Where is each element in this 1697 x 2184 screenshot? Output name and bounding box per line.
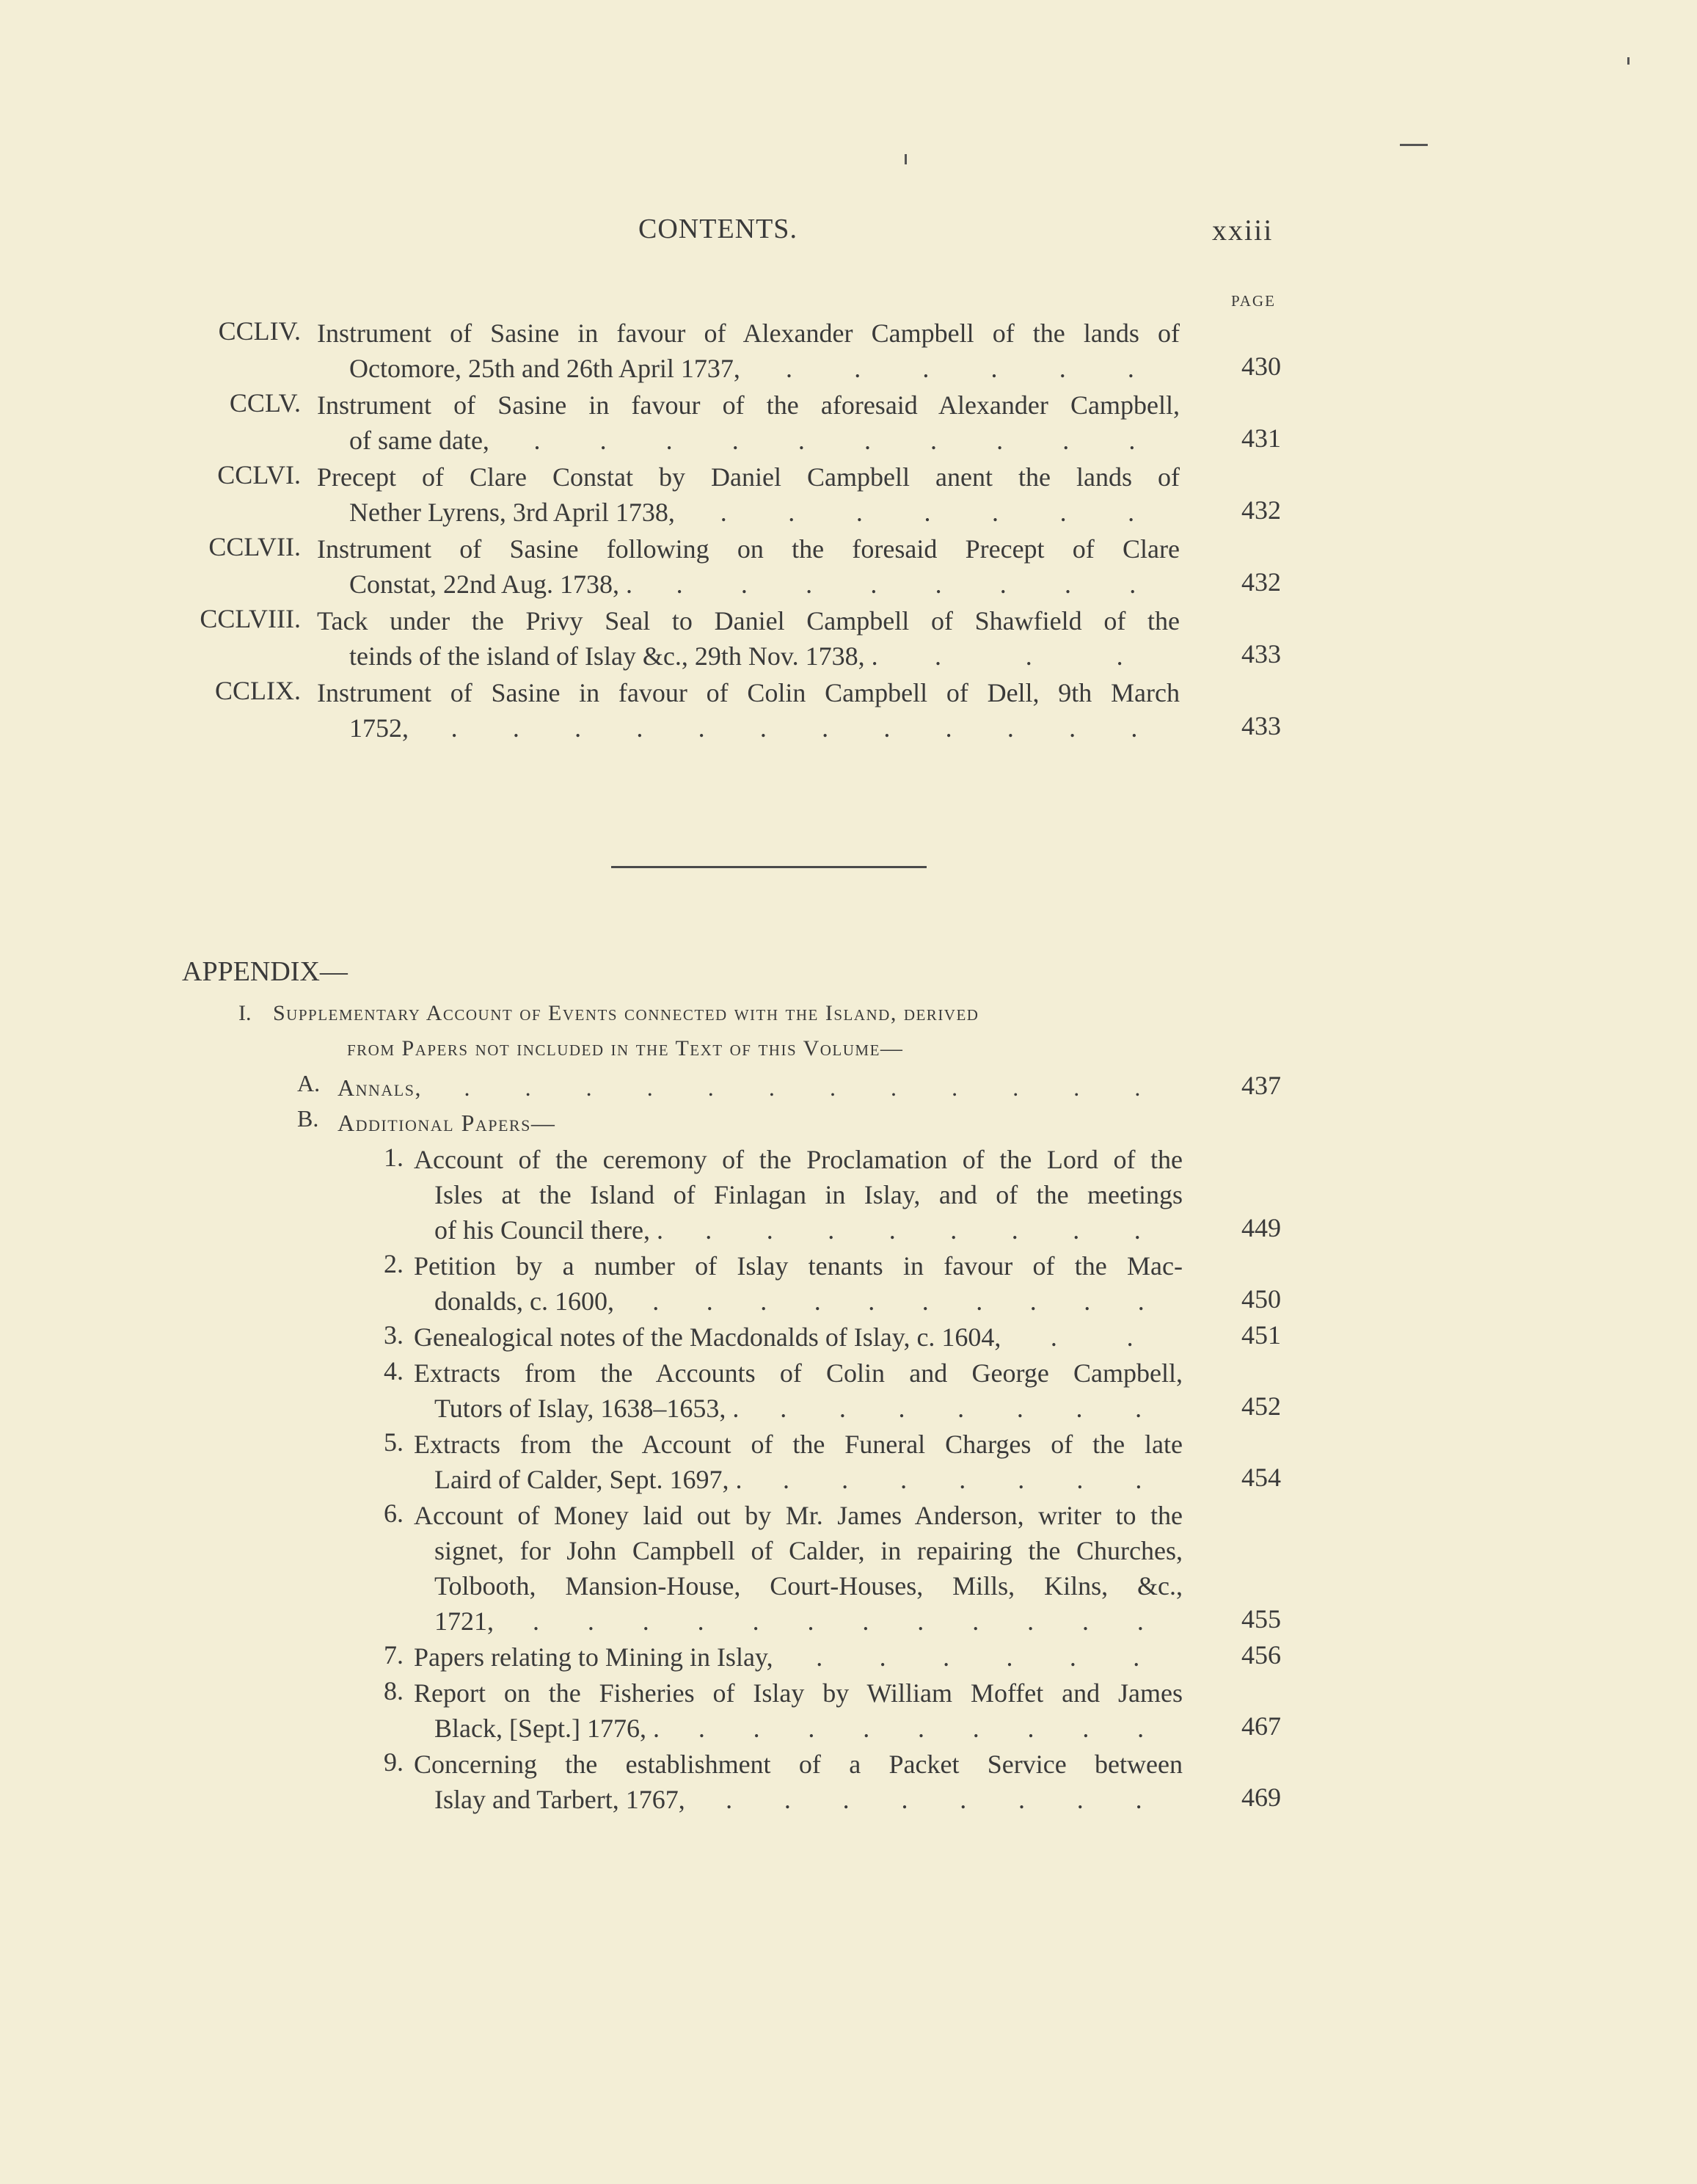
dot-leader: . . . . . . . . . . . .	[450, 713, 1138, 743]
entry-page-number: 433	[1241, 639, 1281, 669]
entry-number: 3.	[384, 1320, 404, 1350]
entry-line: Papers relating to Mining in Islay, . . . . . .	[414, 1639, 1183, 1675]
subsection-page-number: 437	[1241, 1071, 1281, 1100]
section-i-line2: from Papers not included in the Text of this Volume—	[347, 1036, 904, 1060]
entry-page-number: 430	[1241, 352, 1281, 381]
entry-text	[317, 459, 1180, 530]
entry-line: signet, for John Campbell of Calder, in repairing the Churches,	[434, 1536, 1183, 1565]
entry-page-number: 467	[1241, 1711, 1281, 1741]
entry-text	[317, 316, 1180, 386]
dot-leader: . .	[1050, 1322, 1134, 1352]
section-divider	[611, 866, 927, 868]
dot-leader: . . . . . .	[786, 354, 1134, 383]
entry-number: CCLVI.	[217, 460, 301, 489]
entry-number: CCLVIII.	[200, 604, 301, 633]
entry-page-number: 432	[1241, 567, 1281, 597]
entry-line: Account of Money laid out by Mr. James Anderson, writer to the	[414, 1501, 1183, 1530]
entry-text	[317, 387, 1180, 458]
entry-line: Laird of Calder, Sept. 1697, . . . . . . . .	[414, 1462, 1183, 1497]
entry-page-number: 469	[1241, 1783, 1281, 1812]
entry-page-number: 432	[1241, 495, 1281, 525]
entry-number: 1.	[384, 1143, 404, 1172]
entry-number: 8.	[384, 1676, 404, 1706]
entry-line: Report on the Fisheries of Islay by William Moffet and James	[414, 1678, 1183, 1708]
dot-leader: . . .	[934, 641, 1123, 671]
entry-page-number: 431	[1241, 423, 1281, 453]
entry-line: Black, [Sept.] 1776, . . . . . . . . . .	[414, 1711, 1183, 1746]
entry-line: Instrument of Sasine in favour of Alexander Campbell of the lands of	[317, 318, 1180, 348]
appendix-heading: APPENDIX—	[182, 956, 348, 987]
entry-line: Petition by a number of Islay tenants in favour of the Mac-	[414, 1251, 1183, 1281]
subsection-label: B.	[297, 1105, 319, 1132]
entry-line: Tolbooth, Mansion-House, Court-Houses, Mills, Kilns, &c.,	[434, 1571, 1183, 1601]
entry-line: Instrument of Sasine following on the foresaid Precept of Clare	[317, 534, 1180, 564]
entry-text	[317, 675, 1180, 746]
entry-text	[414, 1142, 1183, 1248]
entry-text	[317, 603, 1180, 674]
dot-leader: . . . . . . . . . .	[652, 1286, 1145, 1316]
entry-text	[414, 1498, 1183, 1639]
entry-text	[414, 1320, 1183, 1355]
entry-line: Tutors of Islay, 1638–1653, . . . . . . . .	[414, 1391, 1183, 1426]
entry-text	[414, 1639, 1183, 1675]
entry-number: 4.	[384, 1356, 404, 1386]
entry-line: of his Council there, . . . . . . . . .	[414, 1212, 1183, 1248]
header-page-number: xxiii	[1212, 214, 1274, 247]
entry-page-number: 449	[1241, 1213, 1281, 1242]
entry-line: Extracts from the Account of the Funeral Charges of the late	[414, 1430, 1183, 1459]
dot-leader: . . . . . . . .	[705, 1215, 1141, 1245]
entry-number: CCLIX.	[215, 676, 301, 705]
entry-line: Tack under the Privy Seal to Daniel Campbell of Shawfield of the	[317, 606, 1180, 636]
dot-leader: . . . . . . . .	[726, 1785, 1142, 1814]
entry-line: Instrument of Sasine in favour of the aforesaid Alexander Campbell,	[317, 390, 1180, 420]
entry-line: Isles at the Island of Finlagan in Islay, and of the meetings	[434, 1180, 1183, 1209]
entry-number: 7.	[384, 1640, 404, 1670]
entry-line: Nether Lyrens, 3rd April 1738, . . . . . . .	[317, 495, 1180, 530]
entry-number: CCLVII.	[208, 532, 301, 561]
entry-line: 1752, . . . . . . . . . . . .	[317, 710, 1180, 746]
dot-leader: . . . . . . . . .	[698, 1714, 1145, 1743]
subsection-label: A.	[297, 1070, 321, 1096]
entry-number: CCLIV.	[218, 316, 301, 346]
entry-line: Constat, 22nd Aug. 1738, . . . . . . . . .	[317, 567, 1180, 602]
entry-number: CCLV.	[229, 388, 301, 418]
entry-text	[414, 1675, 1183, 1746]
entry-line: donalds, c. 1600, . . . . . . . . . .	[414, 1284, 1183, 1319]
running-header	[0, 213, 1697, 257]
dot-leader: . . . . . . . . . . . .	[464, 1074, 1141, 1101]
entry-number: 9.	[384, 1747, 404, 1777]
entry-line: Genealogical notes of the Macdonalds of Islay, c. 1604, . .	[414, 1320, 1183, 1355]
header-title: CONTENTS.	[638, 214, 798, 244]
entry-line: Account of the ceremony of the Proclamation of the Lord of the	[414, 1145, 1183, 1174]
entry-text	[414, 1355, 1183, 1426]
entry-text	[414, 1248, 1183, 1319]
dot-leader: . . . . . . .	[720, 498, 1135, 527]
entry-text	[414, 1747, 1183, 1817]
section-i-line1: Supplementary Account of Events connected with the Island, derived	[273, 1001, 979, 1025]
subsection-text	[337, 1105, 1183, 1140]
entry-text	[317, 531, 1180, 602]
entry-line: Extracts from the Accounts of Colin and George Campbell,	[414, 1358, 1183, 1388]
entry-number: 6.	[384, 1499, 404, 1528]
entry-line: 1721, . . . . . . . . . . . .	[414, 1604, 1183, 1639]
entry-line: Precept of Clare Constat by Daniel Campbell anent the lands of	[317, 462, 1180, 492]
entry-line: Octomore, 25th and 26th April 1737, . . . . . .	[317, 351, 1180, 386]
page-column-label: PAGE	[1231, 292, 1276, 310]
dot-leader: . . . . . . . . . .	[533, 426, 1136, 455]
entry-line: Instrument of Sasine in favour of Colin Campbell of Dell, 9th March	[317, 678, 1180, 707]
print-speck	[905, 154, 907, 164]
entry-page-number: 452	[1241, 1391, 1281, 1421]
entry-text	[414, 1427, 1183, 1497]
dot-leader: . . . . . . . .	[676, 569, 1136, 599]
dot-leader: . . . . . .	[816, 1642, 1140, 1672]
entry-line: Annals, . . . . . . . . . . . .	[337, 1070, 1183, 1105]
section-i-number: I.	[238, 1001, 252, 1025]
entry-page-number: 456	[1241, 1640, 1281, 1670]
entry-number: 2.	[384, 1249, 404, 1278]
print-speck	[1400, 144, 1428, 146]
print-speck	[1627, 57, 1630, 65]
subsection-text	[337, 1070, 1183, 1105]
dot-leader: . . . . . . . . . . . .	[532, 1606, 1144, 1636]
entry-number: 5.	[384, 1427, 404, 1457]
entry-line: Islay and Tarbert, 1767, . . . . . . . .	[414, 1782, 1183, 1817]
entry-page-number: 455	[1241, 1604, 1281, 1634]
entry-line: Additional Papers—	[337, 1110, 556, 1136]
entry-line: Concerning the establishment of a Packet Service between	[414, 1750, 1183, 1779]
entry-line: teinds of the island of Islay &c., 29th Nov. 1738, . . . .	[317, 638, 1180, 674]
entry-line: of same date, . . . . . . . . . .	[317, 423, 1180, 458]
entry-page-number: 454	[1241, 1463, 1281, 1492]
dot-leader: . . . . . . .	[783, 1465, 1142, 1494]
entry-page-number: 451	[1241, 1320, 1281, 1350]
entry-page-number: 450	[1241, 1284, 1281, 1314]
entry-page-number: 433	[1241, 711, 1281, 740]
appendix-section-i	[238, 1001, 979, 1060]
dot-leader: . . . . . . .	[780, 1394, 1142, 1423]
